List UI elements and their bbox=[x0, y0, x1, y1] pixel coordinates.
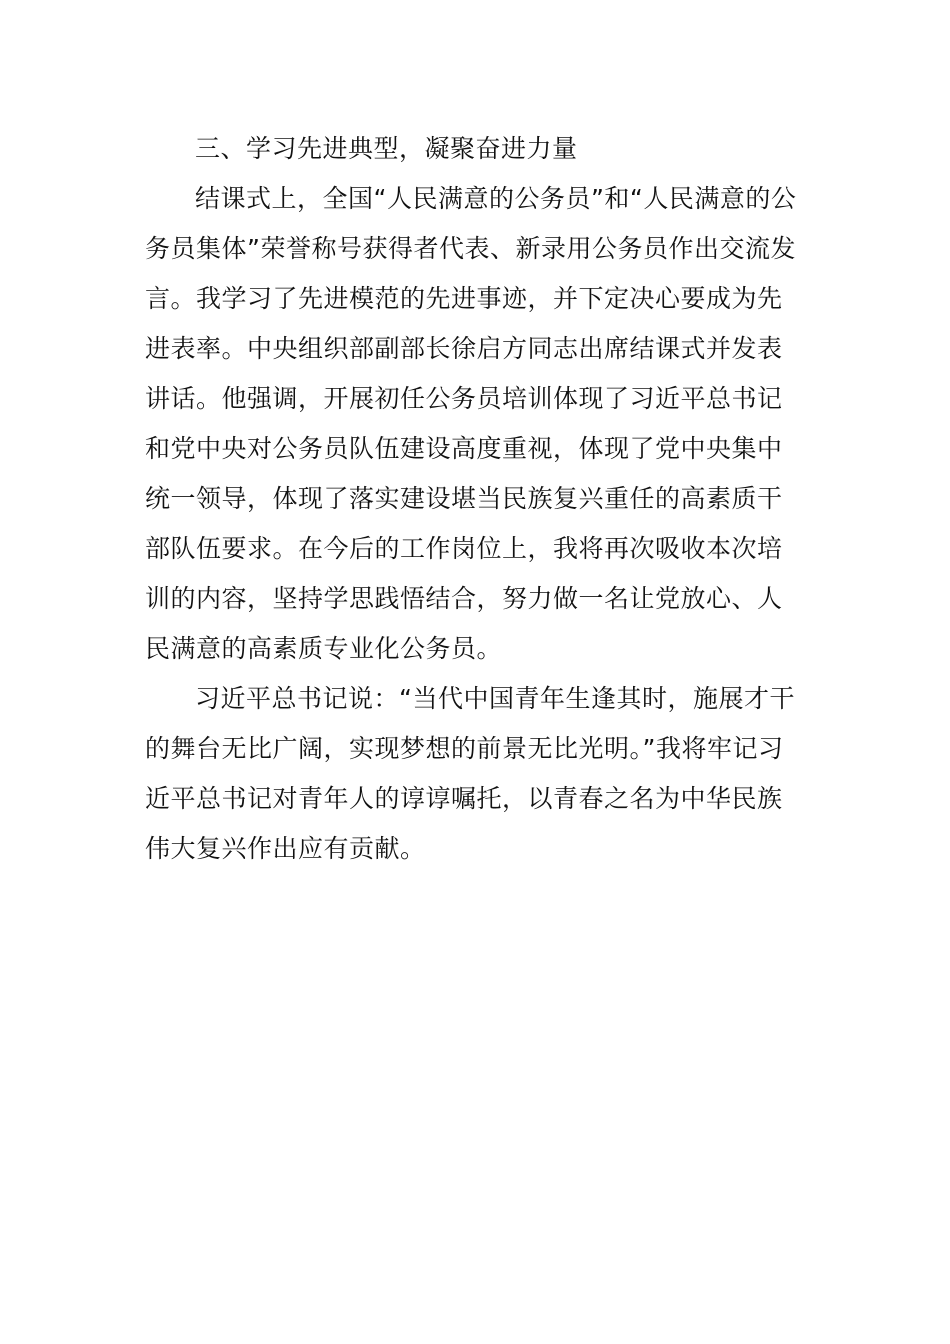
paragraph-line: 结课式上，全国“人民满意的公务员”和“人民满意的公 bbox=[195, 184, 797, 213]
section-heading bbox=[145, 124, 807, 174]
heading-text: 三、学习先进典型，凝聚奋进力量 bbox=[195, 134, 578, 163]
paragraph-line: 部队伍要求。在今后的工作岗位上，我将再次吸收本次培 bbox=[145, 534, 783, 563]
paragraph-line: 习近平总书记说：“当代中国青年生逢其时，施展才干 bbox=[195, 684, 795, 713]
document-body bbox=[145, 124, 807, 874]
paragraph-2 bbox=[145, 674, 807, 874]
paragraph-line: 训的内容，坚持学思践悟结合，努力做一名让党放心、人 bbox=[145, 584, 783, 613]
paragraph-line: 言。我学习了先进模范的先进事迹，并下定决心要成为先 bbox=[145, 284, 783, 313]
paragraph-line: 伟大复兴作出应有贡献。 bbox=[145, 834, 426, 863]
paragraph-line: 和党中央对公务员队伍建设高度重视，体现了党中央集中 bbox=[145, 434, 783, 463]
paragraph-line: 讲话。他强调，开展初任公务员培训体现了习近平总书记 bbox=[145, 384, 783, 413]
paragraph-line: 统一领导，体现了落实建设堪当民族复兴重任的高素质干 bbox=[145, 484, 783, 513]
paragraph-line: 民满意的高素质专业化公务员。 bbox=[145, 634, 503, 663]
paragraph-line: 进表率。中央组织部副部长徐启方同志出席结课式并发表 bbox=[145, 334, 783, 363]
paragraph-line: 务员集体”荣誉称号获得者代表、新录用公务员作出交流发 bbox=[145, 234, 796, 263]
paragraph-1 bbox=[145, 174, 807, 674]
paragraph-line: 的舞台无比广阔，实现梦想的前景无比光明。”我将牢记习 bbox=[145, 734, 784, 763]
paragraph-line: 近平总书记对青年人的谆谆嘱托，以青春之名为中华民族 bbox=[145, 784, 783, 813]
